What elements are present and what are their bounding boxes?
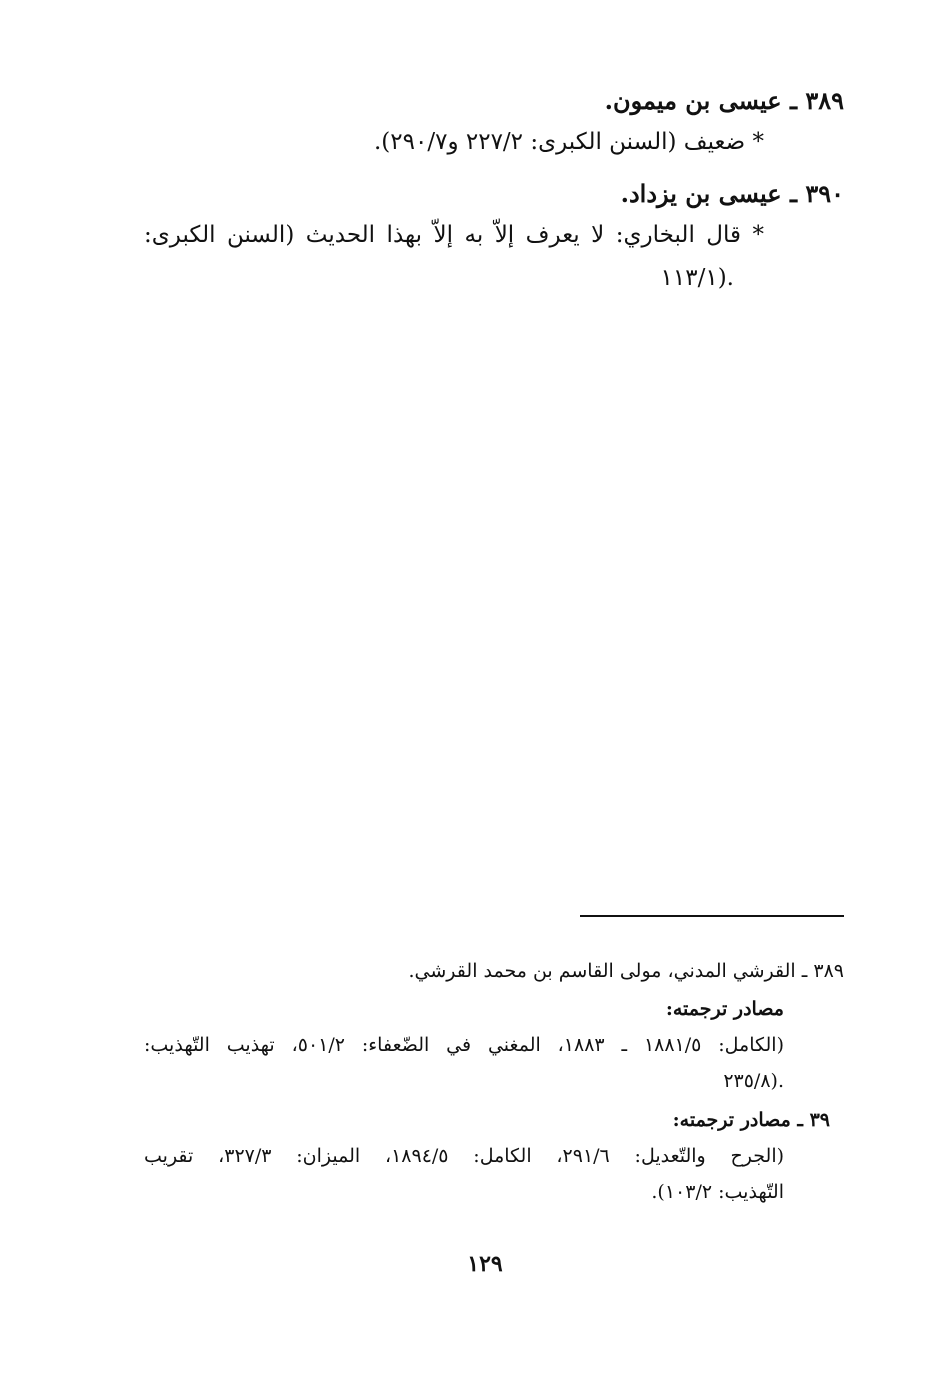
entry-390-heading: ٣٩٠ ـ عيسى بن يزداد. — [620, 179, 844, 208]
entry-389-text: * ضعيف (السنن الكبرى: ٢٢٧/٢ و٢٩٠/٧). — [373, 129, 764, 155]
entry-390-text-line-1: * قال البخاري: لا يعرف إلاّ به إلاّ بهذا الحديث (السنن الكبرى: — [144, 222, 764, 248]
footnote-separator — [580, 915, 844, 917]
footnote-389-sources-line-2: ٢٣٥/٨). — [723, 1070, 784, 1092]
footnote-389-line-1: ٣٨٩ ـ القرشي المدني، مولى القاسم بن محمد القرشي. — [408, 960, 844, 982]
footnote-39-heading: ٣٩ ـ مصادر ترجمته: — [672, 1109, 830, 1131]
entry-390-text-line-2: ١١٣/١). — [660, 265, 734, 291]
page-number: ١٢٩ — [467, 1251, 503, 1277]
entry-389-heading: ٣٨٩ ـ عيسى بن ميمون. — [604, 86, 844, 115]
footnote-389-sources-line-1: (الكامل: ١٨٨١/٥ ـ ١٨٨٣، المغني في الضّعفاء: ٥٠١/٢، تهذيب التّهذيب: — [144, 1034, 784, 1056]
footnote-39-sources-line-1: (الجرح والتّعديل: ٢٩١/٦، الكامل: ١٨٩٤/٥، الميزان: ٣٢٧/٣، تقريب — [144, 1145, 785, 1167]
footnote-389-sources-label: مصادر ترجمته: — [665, 998, 784, 1020]
footnote-39-sources-line-2: التّهذيب: ١٠٣/٢). — [651, 1181, 784, 1203]
